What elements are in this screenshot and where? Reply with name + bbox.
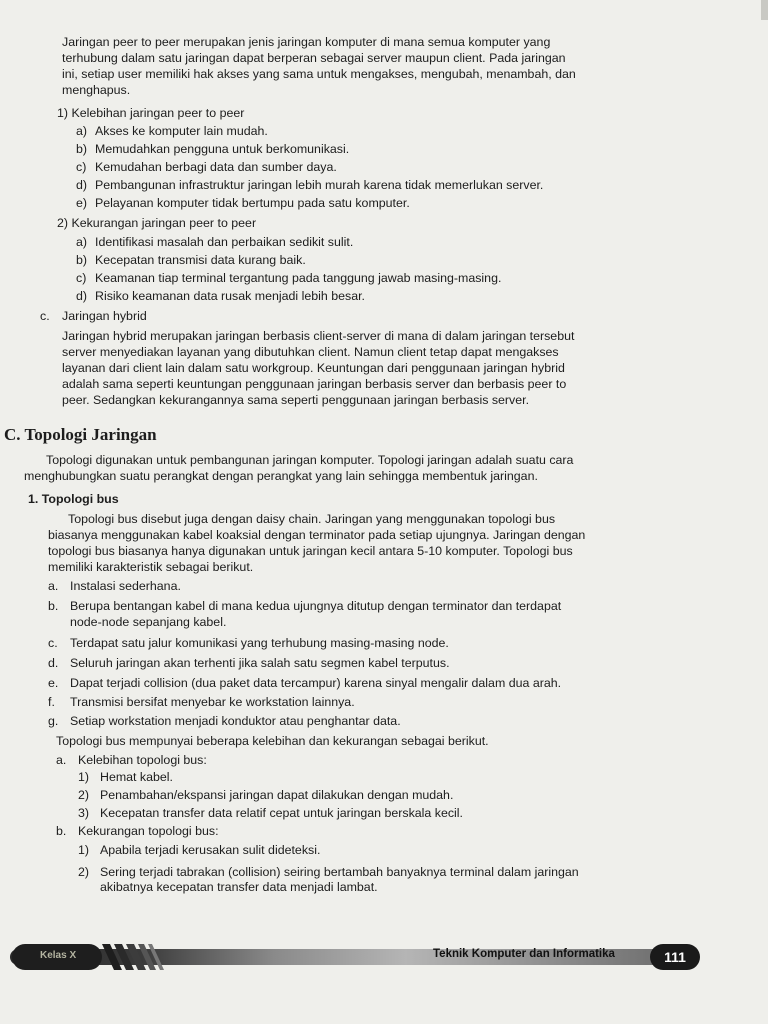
list-marker: e. [48, 676, 59, 690]
bus-disadvantages-heading [56, 823, 219, 839]
list-text: Kekurangan topologi bus: [78, 824, 219, 838]
list-text: Hemat kabel. [100, 770, 174, 784]
list-item [48, 675, 561, 691]
list-marker: e) [76, 196, 88, 210]
list-item [76, 252, 306, 268]
list-item [76, 159, 337, 175]
bus-line: memiliki karakteristik sebagai berikut. [48, 560, 254, 574]
bus-heading: 1. Topologi bus [28, 492, 119, 506]
list-item [48, 713, 401, 729]
section-title: C. Topologi Jaringan [4, 425, 157, 444]
page-number: 111 [650, 944, 700, 970]
list-text: Pembangunan infrastruktur jaringan lebih murah karena tidak memerlukan server. [95, 178, 544, 192]
list-text: Keamanan tiap terminal tergantung pada tanggung jawab masing-masing. [95, 271, 502, 285]
hybrid-heading [40, 308, 147, 324]
list-text: Setiap workstation menjadi konduktor atau penghantar data. [70, 714, 401, 728]
list-item [76, 234, 353, 250]
list-text: Instalasi sederhana. [70, 579, 181, 593]
list-marker: a. [56, 753, 67, 767]
intro-line: ini, setiap user memiliki hak akses yang sama untuk mengakses, mengubah, menambah, dan [62, 67, 576, 81]
list-item-continuation: akibatnya kecepatan transfer data menjadi lambat. [100, 880, 378, 894]
list-marker: c. [48, 636, 58, 650]
bus-line: Topologi bus disebut juga dengan daisy chain. Jaringan yang menggunakan topologi bus [68, 512, 556, 526]
list-marker: a) [76, 235, 88, 249]
list-text: Kecepatan transfer data relatif cepat untuk jaringan berskala kecil. [100, 806, 463, 820]
bus-summary: Topologi bus mempunyai beberapa kelebihan dan kekurangan sebagai berikut. [56, 734, 489, 748]
list-item [48, 578, 181, 594]
footer-book-title: Teknik Komputer dan Informatika [433, 948, 615, 960]
list-text: Penambahan/ekspansi jaringan dapat dilakukan dengan mudah. [100, 788, 454, 802]
intro-paragraph [62, 34, 687, 98]
list-text: Risiko keamanan data rusak menjadi lebih besar. [95, 289, 365, 303]
list-marker: c) [76, 160, 87, 174]
list-text: Transmisi bersifat menyebar ke workstation lainnya. [70, 695, 355, 709]
footer-stripes-decoration [102, 944, 172, 970]
section-intro [24, 452, 699, 484]
list-item [76, 123, 268, 139]
list-marker: 1) [78, 843, 90, 857]
list-item [78, 769, 173, 785]
list-text: Memudahkan pengguna untuk berkomunikasi. [95, 142, 350, 156]
list-item [48, 598, 561, 614]
list-text: Kelebihan topologi bus: [78, 753, 207, 767]
list-text: Kecepatan transmisi data kurang baik. [95, 253, 306, 267]
list-text: Dapat terjadi collision (dua paket data tercampur) karena sinyal mengalir dalam dua arah. [70, 676, 562, 690]
list-item [78, 787, 453, 803]
list-marker: g. [48, 714, 59, 728]
list-marker: 1) [78, 770, 90, 784]
list-marker: b) [76, 253, 88, 267]
list-marker: 3) [78, 806, 90, 820]
list-text: Seluruh jaringan akan terhenti jika salah satu segmen kabel terputus. [70, 656, 450, 670]
list-marker: b) [76, 142, 88, 156]
list-text: Terdapat satu jalur komunikasi yang terhubung masing-masing node. [70, 636, 449, 650]
hybrid-line: layanan dari client lain dalam satu workgroup. Keuntungan dari penggunaan jaringan hybrid [62, 361, 565, 375]
bus-line: biasanya menggunakan kabel koaksial dengan terminator pada setiap ujungnya. Jaringan dengan [48, 528, 586, 542]
list-marker: d) [76, 289, 88, 303]
hybrid-line: Jaringan hybrid merupakan jaringan berbasis client-server di mana di dalam jaringan tersebut [62, 329, 575, 343]
list-item [48, 694, 355, 710]
bus-paragraph [48, 511, 703, 575]
hybrid-line: peer. Sedangkan kekurangannya sama seperti penggunaan jaringan berbasis server. [62, 393, 530, 407]
list-text: Sering terjadi tabrakan (collision) seiring bertambah banyaknya terminal dalam jaringan [100, 865, 579, 879]
page-edge-shadow [758, 0, 768, 20]
list-marker: d. [48, 656, 59, 670]
list-marker: b. [48, 599, 59, 613]
list-item [48, 655, 450, 671]
page-footer [10, 940, 700, 974]
list-text: Identifikasi masalah dan perbaikan sedikit sulit. [95, 235, 354, 249]
list-item [76, 195, 410, 211]
list-item [78, 864, 579, 880]
footer-class-badge [12, 944, 102, 970]
intro-line: menghapus. [62, 83, 131, 97]
list-marker: a. [48, 579, 59, 593]
section-intro-line: Topologi digunakan untuk pembangunan jaringan komputer. Topologi jaringan adalah suatu cara [46, 453, 574, 467]
bus-advantages-heading [56, 752, 207, 768]
list-text: Apabila terjadi kerusakan sulit dideteksi. [100, 843, 321, 857]
list-marker: 2) [78, 788, 90, 802]
p2p-advantages-heading: 1) Kelebihan jaringan peer to peer [57, 106, 245, 120]
list-item [78, 842, 320, 858]
bus-line: topologi bus biasanya hanya digunakan untuk jaringan kecil antara 5-10 komputer. Topologi bus [48, 544, 573, 558]
list-marker: 2) [78, 865, 90, 879]
section-intro-line: menghubungkan suatu perangkat dengan perangkat yang lain sehingga membentuk jaringan. [24, 469, 538, 483]
list-text: Pelayanan komputer tidak bertumpu pada satu komputer. [95, 196, 410, 210]
list-text: Akses ke komputer lain mudah. [95, 124, 268, 138]
hybrid-line: server menyediakan layanan yang dibutuhkan client. Namun client tetap dapat mengakses [62, 345, 559, 359]
p2p-disadvantages-heading: 2) Kekurangan jaringan peer to peer [57, 216, 257, 230]
list-text: Berupa bentangan kabel di mana kedua ujungnya ditutup dengan terminator dan terdapat [70, 599, 562, 613]
intro-line: terhubung dalam satu jaringan dapat berperan sebagai server maupun client. Pada jaringan [62, 51, 566, 65]
list-marker: f. [48, 695, 55, 709]
list-marker: c) [76, 271, 87, 285]
list-item-continuation: node-node sepanjang kabel. [70, 615, 227, 629]
hybrid-line: adalah sama seperti keuntungan penggunaan jaringan berbasis server dan berbasis peer to [62, 377, 567, 391]
hybrid-paragraph [62, 328, 692, 408]
list-item [76, 177, 543, 193]
footer-class-label: Kelas X [40, 950, 77, 961]
list-item [76, 270, 501, 286]
list-item [48, 635, 449, 651]
list-item [76, 141, 349, 157]
list-marker: a) [76, 124, 88, 138]
list-item [78, 805, 463, 821]
hybrid-heading-text: Jaringan hybrid [62, 309, 147, 323]
list-marker: c. [40, 309, 50, 323]
list-marker: d) [76, 178, 88, 192]
list-item [76, 288, 365, 304]
list-marker: b. [56, 824, 67, 838]
intro-line: Jaringan peer to peer merupakan jenis jaringan komputer di mana semua komputer yang [62, 35, 551, 49]
list-text: Kemudahan berbagi data dan sumber daya. [95, 160, 337, 174]
